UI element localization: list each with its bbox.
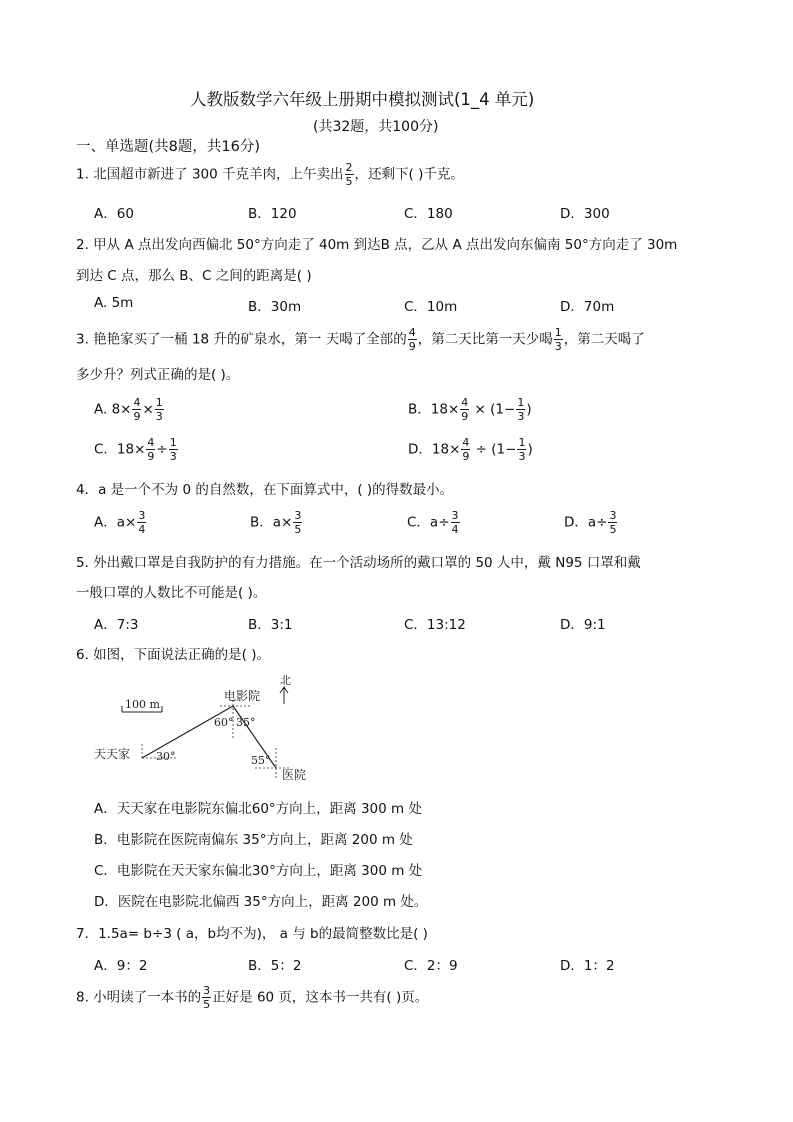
q6-option-b[interactable]: B．电影院在医院南偏东 35°方向上，距离 200 m 处 (94, 832, 413, 848)
q4-option-a[interactable]: A．a× $\frac{3}{4}$ (94, 509, 146, 536)
question-1: 1. 北国超市新进了 300 千克羊肉，上午卖出 $\frac{2}{5}$ ，还剩下( )千克。 (76, 161, 464, 188)
page-subtitle: (共32题，共100分) (313, 119, 439, 135)
q7-option-c[interactable]: C．2：9 (404, 958, 458, 974)
q7-option-d[interactable]: D．1：2 (560, 958, 615, 974)
question-2-line-1: 2. 甲从 A 点出发向西偏北 50°方向走了 40m 到达B 点，乙从 A 点出发向东偏南 50°方向走了 30m (76, 237, 678, 253)
fraction: $\frac{3}{5}$ (203, 984, 211, 1011)
cinema-label: 电影院 (224, 689, 261, 703)
scale-label: 100 m (125, 698, 160, 711)
q4-option-c[interactable]: C．a÷ $\frac{3}{4}$ (407, 509, 459, 536)
q2-option-b[interactable]: B．30m (248, 299, 302, 315)
q6-option-c[interactable]: C．电影院在天天家东偏北30°方向上，距离 300 m 处 (94, 863, 423, 879)
q6-option-a[interactable]: A．天天家在电影院东偏北60°方向上，距离 300 m 处 (94, 801, 422, 817)
home-label: 天天家 (94, 747, 131, 761)
q1-option-d[interactable]: D．300 (560, 206, 610, 222)
question-3-line-2: 多少升？列式正确的是( )。 (76, 367, 240, 383)
q1-option-b[interactable]: B．120 (248, 206, 297, 222)
fraction: $\frac{1}{3}$ (554, 326, 562, 353)
question-5-line-1: 5. 外出戴口罩是自我防护的有力措施。在一个活动场所的戴口罩的 50 人中，戴 N95 口罩和戴 (76, 555, 641, 571)
q5-option-a[interactable]: A．7:3 (94, 617, 139, 633)
direction-map-figure (90, 668, 330, 786)
section-title: 一、单选题(共8题，共16分) (76, 139, 260, 155)
question-5-line-2: 一般口罩的人数比不可能是( )。 (76, 585, 267, 601)
question-4: 4．a 是一个不为 0 的自然数，在下面算式中，( )的得数最小。 (76, 482, 454, 498)
question-3-line-1: 3. 艳艳家买了一桶 18 升的矿泉水，第一 天喝了全部的 $\frac{4}{9}$ ，第二天比第一天少喝 $\frac{1}{3}$ ，第二天喝了 (76, 326, 645, 353)
page-title: 人教版数学六年级上册期中模拟测试(1_4 单元) (190, 90, 535, 109)
q7-option-b[interactable]: B．5：2 (248, 958, 302, 974)
question-7: 7．1.5a= b÷3 ( a，b均不为)， a 与 b的最简整数比是( ) (76, 926, 428, 942)
angle-30-label: 30° (156, 750, 176, 763)
q2-option-d[interactable]: D．70m (560, 299, 615, 315)
angle-35-label: 35° (236, 716, 256, 729)
question-8: 8. 小明读了一本书的 $\frac{3}{5}$ 正好是 60 页，这本书一共有( )页。 (76, 984, 429, 1011)
q1-option-a[interactable]: A．60 (94, 206, 134, 222)
q5-option-d[interactable]: D．9:1 (560, 617, 606, 633)
q2-option-c[interactable]: C．10m (404, 299, 458, 315)
angle-60-label: 60° (214, 716, 234, 729)
q6-option-d[interactable]: D．医院在电影院北偏西 35°方向上，距离 200 m 处。 (94, 894, 428, 910)
q3-option-b[interactable]: B．18× $\frac{4}{9}$ × (1− $\frac{1}{3}$ ) (408, 396, 532, 423)
fraction: $\frac{4}{9}$ (408, 326, 416, 353)
north-label: 北 (280, 674, 291, 687)
question-2-line-2: 到达 C 点，那么 B、C 之间的距离是( ) (76, 268, 312, 284)
question-6: 6. 如图，下面说法正确的是( )。 (76, 647, 270, 663)
q2-option-a[interactable]: A. 5m (94, 295, 134, 311)
q4-option-b[interactable]: B．a× $\frac{3}{5}$ (250, 509, 302, 536)
angle-55-label: 55° (251, 754, 271, 767)
q3-option-a[interactable]: A. 8× $\frac{4}{9}$ × $\frac{1}{3}$ (94, 396, 163, 423)
q3-option-c[interactable]: C．18× $\frac{4}{9}$ ÷ $\frac{1}{3}$ (94, 436, 177, 463)
q5-option-c[interactable]: C．13:12 (404, 617, 466, 633)
question-1-stem: 1. 北国超市新进了 300 千克羊肉，上午卖出 (76, 166, 344, 183)
q4-option-d[interactable]: D．a÷ $\frac{3}{5}$ (564, 509, 617, 536)
q1-option-c[interactable]: C．180 (404, 206, 453, 222)
q5-option-b[interactable]: B．3:1 (248, 617, 293, 633)
q7-option-a[interactable]: A．9：2 (94, 958, 148, 974)
q3-option-d[interactable]: D．18× $\frac{4}{9}$ ÷ (1− $\frac{1}{3}$ ) (408, 436, 533, 463)
fraction: $\frac{2}{5}$ (345, 161, 353, 188)
hospital-label: 医院 (282, 768, 307, 782)
